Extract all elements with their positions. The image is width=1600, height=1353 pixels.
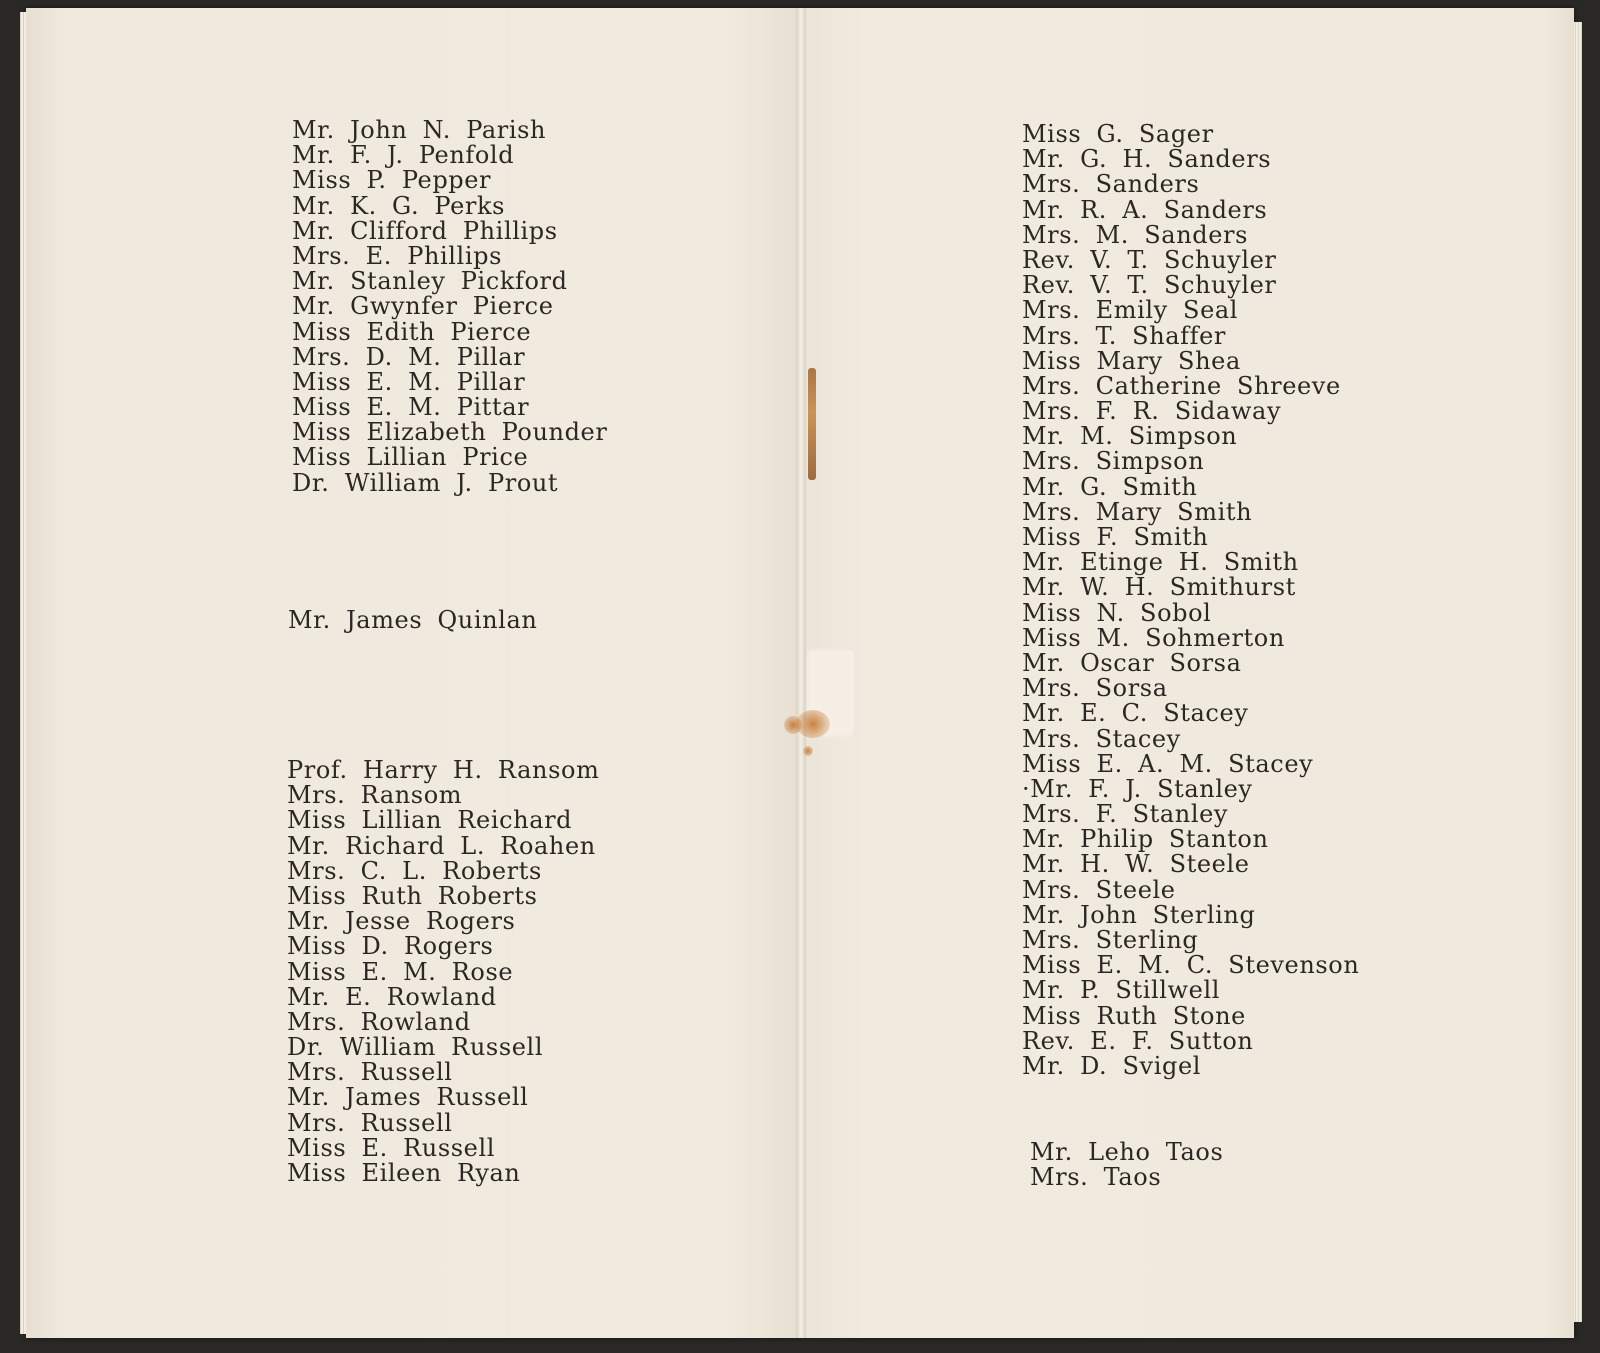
- list-item: Miss P. Pepper: [292, 166, 492, 195]
- list-item: Rev. V. T. Schuyler: [1022, 245, 1277, 274]
- list-item: Mrs. Steele: [1022, 875, 1176, 904]
- list-item: Mrs. F. Stanley: [1022, 800, 1229, 829]
- list-item: Mr. E. C. Stacey: [1022, 699, 1249, 728]
- list-item: Miss Ruth Stone: [1022, 1001, 1246, 1030]
- list-item: Mrs. Sterling: [1022, 926, 1199, 954]
- list-item: Miss E. Russell: [287, 1133, 496, 1162]
- open-booklet: [26, 8, 1574, 1338]
- list-item: Miss E. M. Rose: [287, 957, 514, 986]
- center-fold: [796, 8, 806, 1338]
- list-item: Miss Edith Pierce: [292, 317, 532, 346]
- list-item: ·Mr. F. J. Stanley: [1022, 774, 1253, 803]
- list-item: Miss E. M. Pittar: [292, 393, 530, 422]
- list-item: Mr. Stanley Pickford: [292, 267, 568, 296]
- list-item: Mr. G. Smith: [1022, 472, 1198, 501]
- list-item: Mrs. Catherine Shreeve: [1022, 371, 1341, 400]
- list-item: Mrs. Emily Seal: [1022, 296, 1239, 325]
- list-item: Mrs. D. M. Pillar: [292, 342, 526, 371]
- list-item: Mr. Philip Stanton: [1022, 825, 1269, 854]
- list-item: Mr. E. Rowland: [287, 982, 497, 1011]
- list-item: Mrs. Rowland: [287, 1007, 471, 1036]
- list-item: Mrs. Ransom: [287, 781, 463, 810]
- list-item: Mr. K. G. Perks: [292, 191, 506, 220]
- list-item: Mr. M. Simpson: [1022, 422, 1238, 451]
- list-item: Mr. Richard L. Roahen: [287, 831, 596, 860]
- list-item: Mrs. Sanders: [1022, 170, 1200, 199]
- list-item: Mr. R. A. Sanders: [1022, 195, 1268, 224]
- name-list-s: [1022, 122, 1359, 1079]
- list-item: Dr. William J. Prout: [292, 468, 559, 497]
- list-item: Mrs. E. Phillips: [292, 241, 502, 270]
- list-item: Mr. James Quinlan: [288, 606, 538, 634]
- list-item: Mrs. Simpson: [1022, 447, 1205, 476]
- list-item: Miss D. Rogers: [287, 932, 494, 961]
- name-list-r: [287, 758, 599, 1186]
- list-item: Rev. E. F. Sutton: [1022, 1026, 1254, 1055]
- rust-stain: [803, 746, 813, 756]
- list-item: Mr. Jesse Rogers: [287, 907, 516, 936]
- name-list-p: [292, 118, 607, 496]
- list-item: Mrs. Mary Smith: [1022, 497, 1253, 526]
- list-item: Miss E. A. M. Stacey: [1022, 749, 1314, 778]
- list-item: Mr. John N. Parish: [292, 116, 547, 144]
- list-item: Mr. D. Svigel: [1022, 1051, 1202, 1080]
- list-item: Rev. V. T. Schuyler: [1022, 271, 1277, 300]
- list-item: Mrs. Russell: [287, 1058, 453, 1087]
- name-list-q: [288, 608, 537, 633]
- rust-stain: [784, 716, 802, 734]
- list-item: Mrs. Stacey: [1022, 724, 1181, 753]
- list-item: Mrs. F. R. Sidaway: [1022, 397, 1282, 426]
- list-item: Mr. Gwynfer Pierce: [292, 292, 554, 321]
- list-item: Miss G. Sager: [1022, 120, 1214, 148]
- list-item: Miss F. Smith: [1022, 523, 1209, 551]
- list-item: Miss E. M. Pillar: [292, 367, 526, 396]
- list-item: Mr. F. J. Penfold: [292, 141, 515, 170]
- list-item: Mrs. C. L. Roberts: [287, 856, 542, 885]
- list-item: Miss Lillian Reichard: [287, 806, 573, 835]
- list-item: Mrs. Taos: [1030, 1163, 1162, 1192]
- list-item: Mr. Clifford Phillips: [292, 216, 558, 245]
- list-item: Mr. G. H. Sanders: [1022, 145, 1272, 174]
- list-item: Mrs. Sorsa: [1022, 674, 1168, 703]
- list-item: Mrs. M. Sanders: [1022, 220, 1249, 249]
- list-item: Mr. Leho Taos: [1030, 1138, 1224, 1166]
- list-item: Miss N. Sobol: [1022, 598, 1212, 627]
- list-item: Prof. Harry H. Ransom: [287, 756, 600, 784]
- list-item: Miss Elizabeth Pounder: [292, 418, 608, 447]
- list-item: Mrs. T. Shaffer: [1022, 321, 1227, 350]
- list-item: Dr. William Russell: [287, 1033, 544, 1062]
- list-item: Mr. Oscar Sorsa: [1022, 648, 1242, 677]
- list-item: Mr. Etinge H. Smith: [1022, 548, 1299, 577]
- list-item: Miss E. M. C. Stevenson: [1022, 951, 1360, 980]
- rusty-staple: [808, 368, 816, 480]
- list-item: Mr. H. W. Steele: [1022, 850, 1250, 879]
- list-item: Miss M. Sohmerton: [1022, 623, 1285, 652]
- list-item: Miss Lillian Price: [292, 443, 529, 472]
- list-item: Miss Mary Shea: [1022, 346, 1241, 375]
- list-item: Miss Eileen Ryan: [287, 1159, 521, 1187]
- list-item: Miss Ruth Roberts: [287, 881, 538, 910]
- list-item: Mr. James Russell: [287, 1083, 529, 1112]
- list-item: Mr. W. H. Smithurst: [1022, 573, 1296, 602]
- name-list-t: [1030, 1140, 1223, 1190]
- list-item: Mrs. Russell: [287, 1108, 453, 1137]
- list-item: Mr. John Sterling: [1022, 900, 1256, 929]
- list-item: Mr. P. Stillwell: [1022, 976, 1221, 1005]
